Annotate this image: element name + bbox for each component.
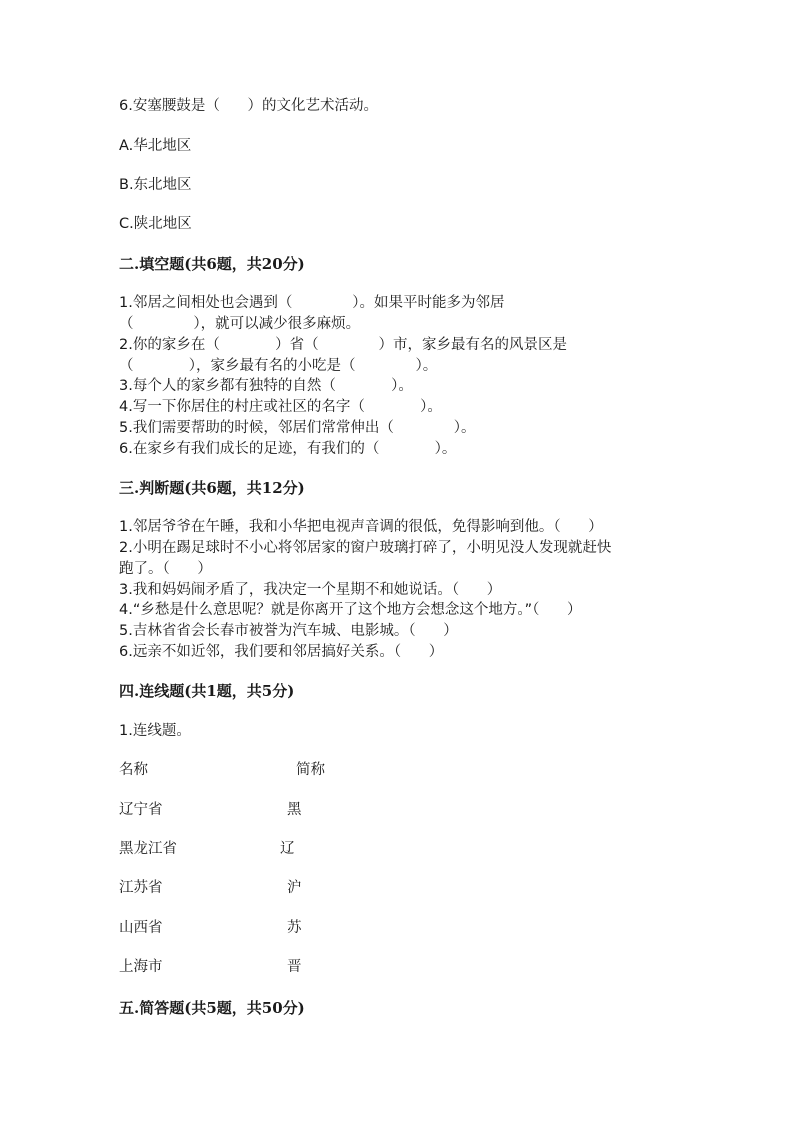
- judge-line-6: 5.吉林省省会长春市被誉为汽车城、电影城。（ ）: [119, 623, 458, 639]
- fill-line-2: （ ），就可以减少很多麻烦。: [119, 316, 361, 332]
- matching-header-right: 简称: [296, 762, 325, 778]
- judge-line-4: 3.我和妈妈闹矛盾了，我决定一个星期不和她说话。（ ）: [119, 582, 502, 598]
- q6-stem: 6.安塞腰鼓是（ ）的文化艺术活动。: [119, 98, 378, 114]
- fill-line-6: 4.写一下你居住的村庄或社区的名字（ ）。: [119, 399, 442, 415]
- fill-line-8: 6.在家乡有我们成长的足迹，有我们的（ ）。: [119, 441, 457, 457]
- matching-left-1: 辽宁省: [119, 802, 163, 818]
- section3-heading: 三.判断题(共6题，共12分): [119, 479, 305, 497]
- q6-option-b: B.东北地区: [119, 177, 192, 193]
- fill-line-4: （ ），家乡最有名的小吃是（ ）。: [119, 358, 438, 374]
- section2-heading: 二.填空题(共6题，共20分): [119, 255, 305, 273]
- matching-right-1: 黑: [287, 802, 302, 818]
- matching-question: 1.连线题。: [119, 723, 191, 739]
- judge-line-7: 6.远亲不如近邻，我们要和邻居搞好关系。（ ）: [119, 644, 444, 660]
- matching-header-left: 名称: [119, 762, 148, 778]
- judge-line-2: 2.小明在踢足球时不小心将邻居家的窗户玻璃打碎了，小明见没人发现就赶快: [119, 540, 612, 556]
- judge-line-3: 跑了。（ ）: [119, 561, 212, 577]
- matching-right-3: 沪: [287, 880, 302, 896]
- matching-right-2: 辽: [280, 841, 295, 857]
- q6-option-c: C.陕北地区: [119, 216, 192, 232]
- fill-line-5: 3.每个人的家乡都有独特的自然（ ）。: [119, 378, 413, 394]
- judge-line-5: 4.“乡愁是什么意思呢？就是你离开了这个地方会想念这个地方。”（ ）: [119, 602, 582, 618]
- fill-line-1: 1.邻居之间相处也会遇到（ ）。如果平时能多为邻居: [119, 295, 505, 311]
- matching-right-4: 苏: [287, 920, 302, 936]
- matching-left-4: 山西省: [119, 920, 163, 936]
- fill-line-7: 5.我们需要帮助的时候，邻居们常常伸出（ ）。: [119, 420, 476, 436]
- matching-left-5: 上海市: [119, 959, 163, 975]
- section4-heading: 四.连线题(共1题，共5分): [119, 682, 295, 700]
- q6-option-a: A.华北地区: [119, 138, 192, 154]
- matching-right-5: 晋: [287, 959, 302, 975]
- section5-heading: 五.简答题(共5题，共50分): [119, 999, 305, 1017]
- judge-line-1: 1.邻居爷爷在午睡，我和小华把电视声音调的很低，免得影响到他。（ ）: [119, 519, 603, 535]
- matching-left-3: 江苏省: [119, 880, 163, 896]
- fill-line-3: 2.你的家乡在（ ）省（ ）市，家乡最有名的风景区是: [119, 337, 568, 353]
- matching-left-2: 黑龙江省: [119, 841, 177, 857]
